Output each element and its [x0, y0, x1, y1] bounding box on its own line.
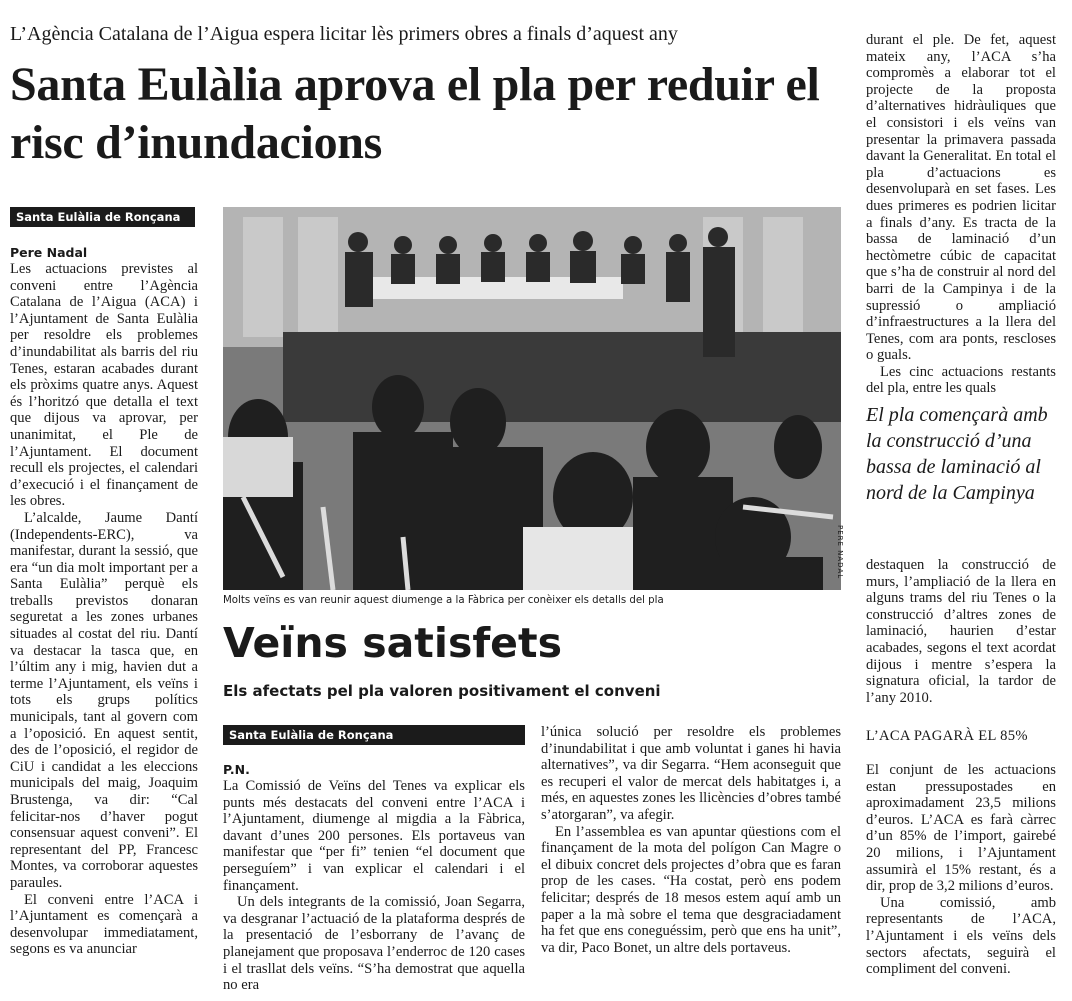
- col2-paragraph-1: La Comissió de Veïns del Tenes va explicar els punts més destacats del conveni entre l’ACA i l’Ajuntament, diumenge al migdia a la Fàbrica, davant d’unes 200 persones. Els portaveus van manifestar que “per fi” tenien “el document que perseguíem” i van explicar el calendari i el finançament.: [223, 778, 525, 894]
- column-4-bottom: [866, 762, 1056, 978]
- col2-paragraph-2: Un dels integrants de la comissió, Joan Segarra, va desgranar l’actuació de la plataforma després de la presentació de l’esborrany de l’avanç de planejament que proposava l’enderroc de 120 cases i el trasllat dels veïns. “S’ha demostrat que aquella no era: [223, 894, 525, 994]
- column-4-middle: [866, 557, 1056, 706]
- col4-paragraph-1: durant el ple. De fet, aquest mateix any, l’ACA s’ha compromès a elaborar tot el projecte de la proposta d’alternatives hidràuliques que el consistori i els veïns van presentar la primavera passada davant la Generalitat. En total el pla d’actuacions es desenvoluparà en set fases. Les dues primeres es podrien licitar a finals d’any. Es tracta de la bassa de laminació d’un hectòmetre cúbic de capacitat que s’ha de construir al nord del barri de la Campinya i de la supressió o ampliació d’infraestructures a la llera del Tenes, com ara ponts, rescloses o guals.: [866, 32, 1056, 364]
- article2-location-bar: Santa Eulàlia de Ronçana: [223, 725, 525, 745]
- byline: Pere Nadal: [10, 245, 88, 260]
- location-bar: Santa Eulàlia de Ronçana: [10, 207, 195, 227]
- photo-caption: Molts veïns es van reunir aquest diumenge a la Fàbrica per conèixer els detalls del pla: [223, 595, 664, 606]
- col1-paragraph-3: El conveni entre l’ACA i l’Ajuntament es començarà a desenvolupar immediatament, segons es va anunciar: [10, 891, 198, 958]
- pull-quote: El pla començarà amb la construcció d’una bassa de laminació al nord de la Campinya: [866, 404, 1048, 504]
- article2-headline: Veïns satisfets: [223, 619, 562, 667]
- photo-credit: PERE NADAL: [836, 525, 844, 580]
- article2-byline: P.N.: [223, 762, 250, 777]
- kicker: L’Agència Catalana de l’Aigua espera licitar lès primers obres a finals d’aquest any: [10, 23, 678, 45]
- article2-column-2: [223, 778, 525, 994]
- headline: Santa Eulàlia aprova el pla per reduir el risc d’inundacions: [10, 58, 820, 169]
- col4-paragraph-3: destaquen la construcció de murs, l’ampliació de la llera en alguns trams del riu Tenes o la construcció d’altres zones de laminació, haurien d’estar acabades, segons el text acordat dijous i mentre s’espera la signatura oficial, la tardor de l’any 2010.: [866, 557, 1056, 706]
- col3-paragraph-2: En l’assemblea es van apuntar qüestions com el finançament de la mota del polígon Can Magre o el dibuix concret dels projectes d’obra que es faran prop de les cases. “Ha costat, però ens podem felicitar; després de 18 mesos estem aquí amb un paper a la mà sobre el tema que desgraciadament ha fet que ens coneguéssim, però que ens ha unit”, va dir, Paco Bonet, un altre dels portaveus.: [541, 823, 841, 956]
- article2-subheadline: Els afectats pel pla valoren positivament el conveni: [223, 682, 661, 700]
- col3-paragraph-1: l’única solució per resoldre els problemes d’inundabilitat i que amb voluntat i ganes hi havia alternatives”, va dir Segarra. “Hem aconseguit que es recuperi el valor de mercat dels habitatges i, a més, en aquestes zones les llicències d’obres també s’atorgaran”, va afegir.: [541, 724, 841, 823]
- photo-illustration: [223, 207, 841, 590]
- column-1: [10, 261, 198, 958]
- column-4-top: [866, 32, 1056, 397]
- meeting-photo: [223, 207, 841, 590]
- section-subhead: L’ACA PAGARÀ EL 85%: [866, 728, 1028, 744]
- col4-paragraph-4: El conjunt de les actuacions estan pressupostades en aproximadament 23,5 milions d’euros. L’ACA es farà càrrec d’un 85% de l’import, gairebé 20 milions, i l’Ajuntament assumirà el 15% restant, és a dir, prop de 3,2 milions d’euros.: [866, 762, 1056, 895]
- col4-paragraph-2: Les cinc actuacions restants del pla, entre les quals: [866, 363, 1056, 397]
- col4-paragraph-5: Una comissió, amb representants de l’ACA, l’Ajuntament i els veïns dels sectors afectats, seguirà el compliment del conveni.: [866, 894, 1056, 978]
- article2-column-3: [541, 724, 841, 956]
- col1-paragraph-1: Les actuacions previstes al conveni entre l’Agència Catalana de l’Aigua (ACA) i l’Ajuntament de Santa Eulàlia per resoldre els problemes d’inundabilitat als barris del riu Tenes, estaran acabades durant els pròxims quatre anys. Aquest és l’horitzó que detalla el text que dijous va aprovar, per unanimitat, el Ple de l’Ajuntament. El document recull els projectes, el calendari d’execució i el finançament de les obres.: [10, 261, 198, 510]
- col1-paragraph-2: L’alcalde, Jaume Dantí (Independents-ERC), va manifestar, durant la sessió, que era “un dia molt important per a Santa Eulàlia” perquè els treballs previstos donaran seguretat a les zones urbanes situades al costat del riu. Dantí va destacar la tasca que, en l’últim any i mig, havien dut a terme l’Ajuntament, els veïns i tots els grups polítics municipals, tant al govern com a l’oposició. En aquest sentit, des de l’oposició, el regidor de CiU i candidat a les eleccions municipals del maig, Joaquim Brustenga, va dir: “Cal felicitar-nos d’haver pogut consensuar aquest conveni”. El representant del PP, Francesc Montes, va corroborar aquestes paraules.: [10, 509, 198, 891]
